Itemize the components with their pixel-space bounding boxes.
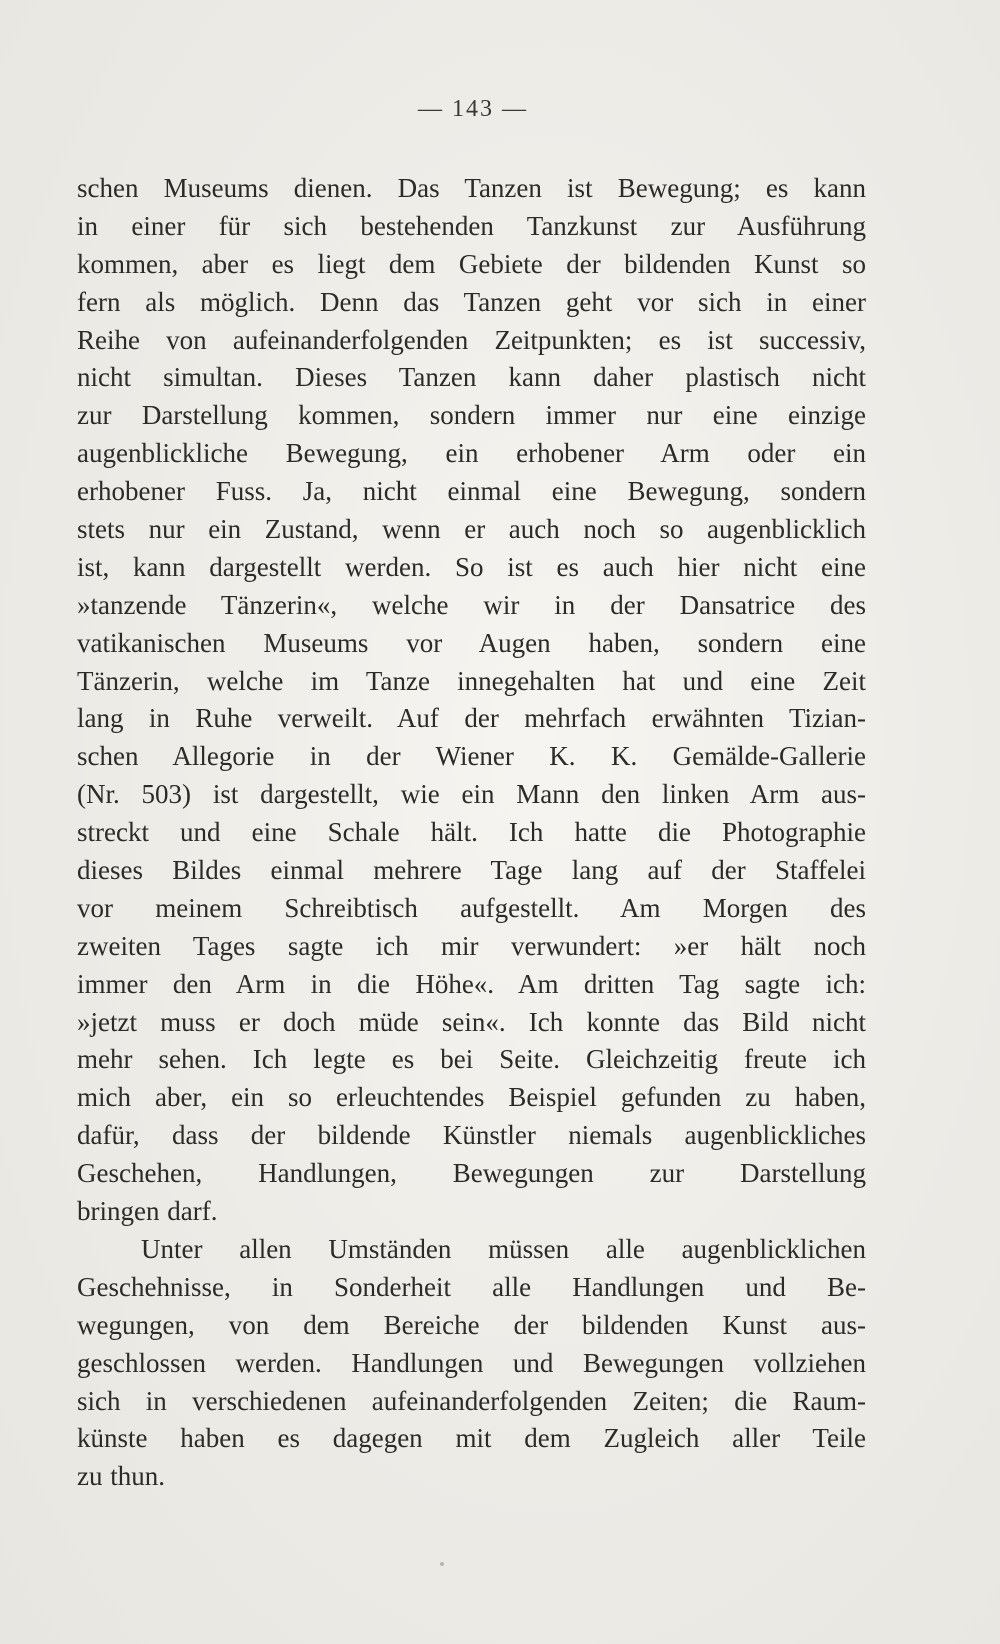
text-line: vor meinem Schreibtisch aufgestellt. Am Morgen des: [77, 892, 866, 923]
text-line: nicht simultan. Dieses Tanzen kann daher plastisch nicht: [77, 362, 866, 393]
text-line: »jetzt muss er doch müde sein«. Ich konnte das Bild nicht: [77, 1006, 866, 1037]
text-line: »tanzende Tänzerin«, welche wir in der Dansatrice des: [77, 589, 866, 620]
text-line: ist, kann dargestellt werden. So ist es auch hier nicht eine: [77, 551, 866, 582]
text-line: Reihe von aufeinanderfolgenden Zeitpunkten; es ist successiv,: [77, 324, 866, 355]
text-line: künste haben es dagegen mit dem Zugleich aller Teile: [77, 1423, 866, 1454]
paper-speck: [440, 1562, 444, 1566]
text-line: stets nur ein Zustand, wenn er auch noch so augenblicklich: [77, 514, 866, 545]
text-line: sich in verschiedenen aufeinanderfolgenden Zeiten; die Raum-: [77, 1385, 866, 1416]
text-line: Geschehen, Handlungen, Bewegungen zur Darstellung: [77, 1158, 866, 1189]
text-line: lang in Ruhe verweilt. Auf der mehrfach erwähnten Tizian-: [77, 703, 866, 734]
body-text: [77, 170, 866, 1496]
text-line: mehr sehen. Ich legte es bei Seite. Gleichzeitig freute ich: [77, 1044, 866, 1075]
text-line: mich aber, ein so erleuchtendes Beispiel gefunden zu haben,: [77, 1082, 866, 1113]
text-line: Tänzerin, welche im Tanze innegehalten hat und eine Zeit: [77, 665, 866, 696]
text-line: zu thun.: [77, 1461, 165, 1492]
text-line: geschlossen werden. Handlungen und Bewegungen vollziehen: [77, 1347, 866, 1378]
text-line: schen Museums dienen. Das Tanzen ist Bewegung; es kann: [77, 173, 866, 203]
text-line: wegungen, von dem Bereiche der bildenden Kunst aus-: [77, 1309, 866, 1340]
paragraph: [77, 1231, 866, 1496]
text-line: streckt und eine Schale hält. Ich hatte die Photographie: [77, 817, 866, 848]
text-line: Geschehnisse, in Sonderheit alle Handlungen und Be-: [77, 1271, 866, 1302]
text-line: bringen darf.: [77, 1196, 218, 1227]
text-line: dieses Bildes einmal mehrere Tage lang auf der Staffelei: [77, 855, 866, 886]
text-line: (Nr. 503) ist dargestellt, wie ein Mann den linken Arm aus-: [77, 779, 866, 810]
text-line: augenblickliche Bewegung, ein erhobener Arm oder ein: [77, 438, 866, 469]
text-line: schen Allegorie in der Wiener K. K. Gemälde-Gallerie: [77, 741, 866, 772]
text-line: kommen, aber es liegt dem Gebiete der bildenden Kunst so: [77, 248, 866, 279]
text-line: Unter allen Umständen müssen alle augenblicklichen: [141, 1233, 866, 1264]
text-line: in einer für sich bestehenden Tanzkunst zur Ausführung: [77, 210, 866, 241]
text-line: zweiten Tages sagte ich mir verwundert: »er hält noch: [77, 930, 866, 961]
paragraph: [77, 170, 866, 1231]
text-line: vatikanischen Museums vor Augen haben, sondern eine: [77, 627, 866, 658]
text-line: immer den Arm in die Höhe«. Am dritten Tag sagte ich:: [77, 968, 866, 999]
text-line: fern als möglich. Denn das Tanzen geht vor sich in einer: [77, 286, 866, 317]
text-line: dafür, dass der bildende Künstler niemals augenblickliches: [77, 1120, 866, 1151]
text-line: erhobener Fuss. Ja, nicht einmal eine Bewegung, sondern: [77, 476, 866, 507]
page-number: — 143 —: [418, 96, 528, 122]
text-line: zur Darstellung kommen, sondern immer nur eine einzige: [77, 400, 866, 431]
